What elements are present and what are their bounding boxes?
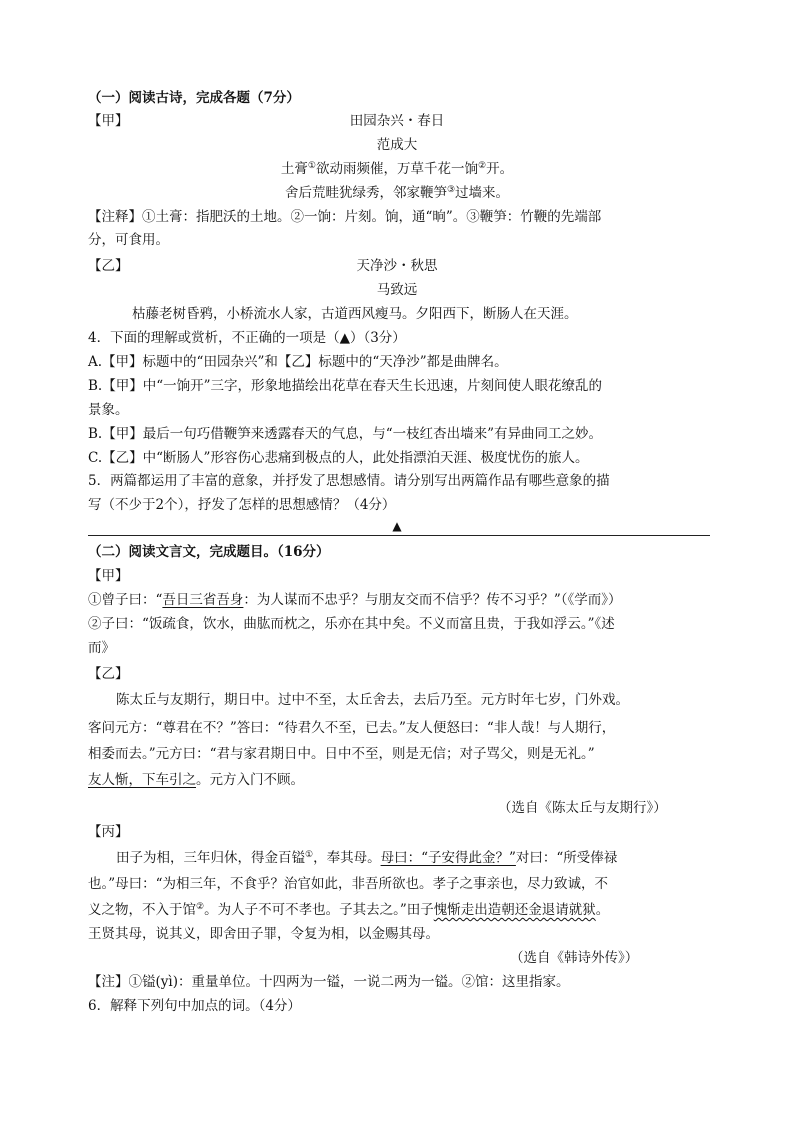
question-5: 5．两篇都运用了丰富的意象，并抒发了思想感情。请分别写出两篇作品有哪些意象的描 xyxy=(88,473,610,489)
question-4-option-b: B.【甲】中“一饷开”三字，形象地描绘出花草在春天生长迅速，片刻间使人眼花缭乱的 xyxy=(88,378,603,394)
yi-passage-4: 友人惭，下车引之。元方入门不顾。 xyxy=(88,772,304,788)
yi-passage-1: 陈太丘与友期行，期日中。过中不至，太丘舍去，去后乃至。元方时年七岁，门外戏。 xyxy=(116,692,629,708)
question-4-option-b2: B.【甲】最后一句巧借鞭笋来透露春天的气息，与“一枝红杏出墙来”有异曲同工之妙。 xyxy=(88,426,603,442)
yi-passage-3: 相委而去。”元方曰：“君与家君期日中。日中不至，则是无信；对子骂父，则是无礼。” xyxy=(88,746,595,762)
question-4-option-b-cont: 景象。 xyxy=(88,402,129,418)
question-4-option-a: A.【甲】标题中的“田园杂兴”和【乙】标题中的“天净沙”都是曲牌名。 xyxy=(88,354,508,370)
poem1-note-line-2: 分，可食用。 xyxy=(88,232,169,248)
yi-label: 【乙】 xyxy=(88,258,129,274)
question-4-option-c: C.【乙】中“断肠人”形容伤心悲痛到极点的人，此处指漂泊天涯、极度忧伤的旅人。 xyxy=(88,450,589,466)
answer-mark: ▲ xyxy=(392,519,402,533)
jia-passage-2-cont: 而》 xyxy=(88,640,115,656)
section-divider xyxy=(88,535,710,536)
underlined-sentence: 吾日三省吾身 xyxy=(162,592,244,608)
poem1-title: 田园杂兴・春日 xyxy=(349,113,445,129)
jia-label: 【甲】 xyxy=(88,113,129,129)
yi-source: （选自《陈太丘与友期行》） xyxy=(498,800,667,816)
question-6: 6．解释下列句中加点的词。（4分） xyxy=(88,998,301,1014)
poem2-text: 枯藤老树昏鸦，小桥流水人家，古道西风瘦马。夕阳西下，断肠人在天涯。 xyxy=(132,306,578,322)
jia-passage-1: ①曾子曰：“吾日三省吾身：为人谋而不忠乎？与朋友交而不信乎？传不习乎？”（《学而》） xyxy=(88,592,622,608)
jia-label-2: 【甲】 xyxy=(88,568,129,584)
poem2-author: 马致远 xyxy=(376,282,418,298)
poem1-line-1: 土膏①欲动雨频催，万草千花一饷②开。 xyxy=(280,161,514,177)
bing-label: 【丙】 xyxy=(88,824,129,840)
bing-passage-4: 王贤其母，说其义，即舍田子罪，令复为相，以金赐其母。 xyxy=(88,926,439,942)
bing-passage-2: 也。”母曰：“为相三年，不食乎？治官如此，非吾所欲也。孝子之事亲也，尽力致诚，不 xyxy=(88,876,609,892)
poem1-note-line-1: 【注释】①土膏：指肥沃的土地。②一饷：片刻。饷，通“晌”。③鞭笋：竹鞭的先端部 xyxy=(88,209,602,225)
section-2-heading: （二）阅读文言文，完成题目。（16分） xyxy=(88,544,330,560)
wavy-underlined-sentence: 愧惭走出造朝还金退请就狱 xyxy=(433,902,596,918)
passage-note: 【注】①镒(yì)：重量单位。十四两为一镒，一说二两为一镒。②馆：这里指家。 xyxy=(88,974,570,990)
jia-passage-2: ②子曰：“饭疏食，饮水，曲肱而枕之，乐亦在其中矣。不义而富且贵，于我如浮云。”《述 xyxy=(88,616,615,632)
bing-passage-3: 义之物，不入于馆②。为人子不可不孝也。子其去之。”田子愧惭走出造朝还金退请就狱。 xyxy=(88,902,610,918)
yi-passage-2: 客问元方：“尊君在不？”答曰：“待君久不至，已去。”友人便怒曰：“非人哉！与人期行， xyxy=(88,720,616,736)
poem1-line-2: 舍后荒畦犹绿秀，邻家鞭笋③过墙来。 xyxy=(284,185,510,201)
yi-label-2: 【乙】 xyxy=(88,666,129,682)
poem2-title: 天净沙・秋思 xyxy=(356,258,438,274)
bing-passage-1: 田子为相，三年归休，得金百镒①，奉其母。母曰：“子安得此金？”对曰：“所受俸禄 xyxy=(116,850,618,866)
question-4: 4．下面的理解或赏析，不正确的一项是（▲）（3分） xyxy=(88,330,406,346)
bing-source: （选自《韩诗外传》） xyxy=(510,950,639,966)
poem1-author: 范成大 xyxy=(376,137,418,153)
question-5-cont: 写（不少于2个），抒发了怎样的思想感情？（4分） xyxy=(88,497,396,513)
underlined-sentence: 友人惭，下车引之 xyxy=(88,772,196,788)
underlined-sentence: 母曰：“子安得此金？” xyxy=(380,850,516,866)
section-1-heading: （一）阅读古诗，完成各题（7分） xyxy=(88,90,300,106)
